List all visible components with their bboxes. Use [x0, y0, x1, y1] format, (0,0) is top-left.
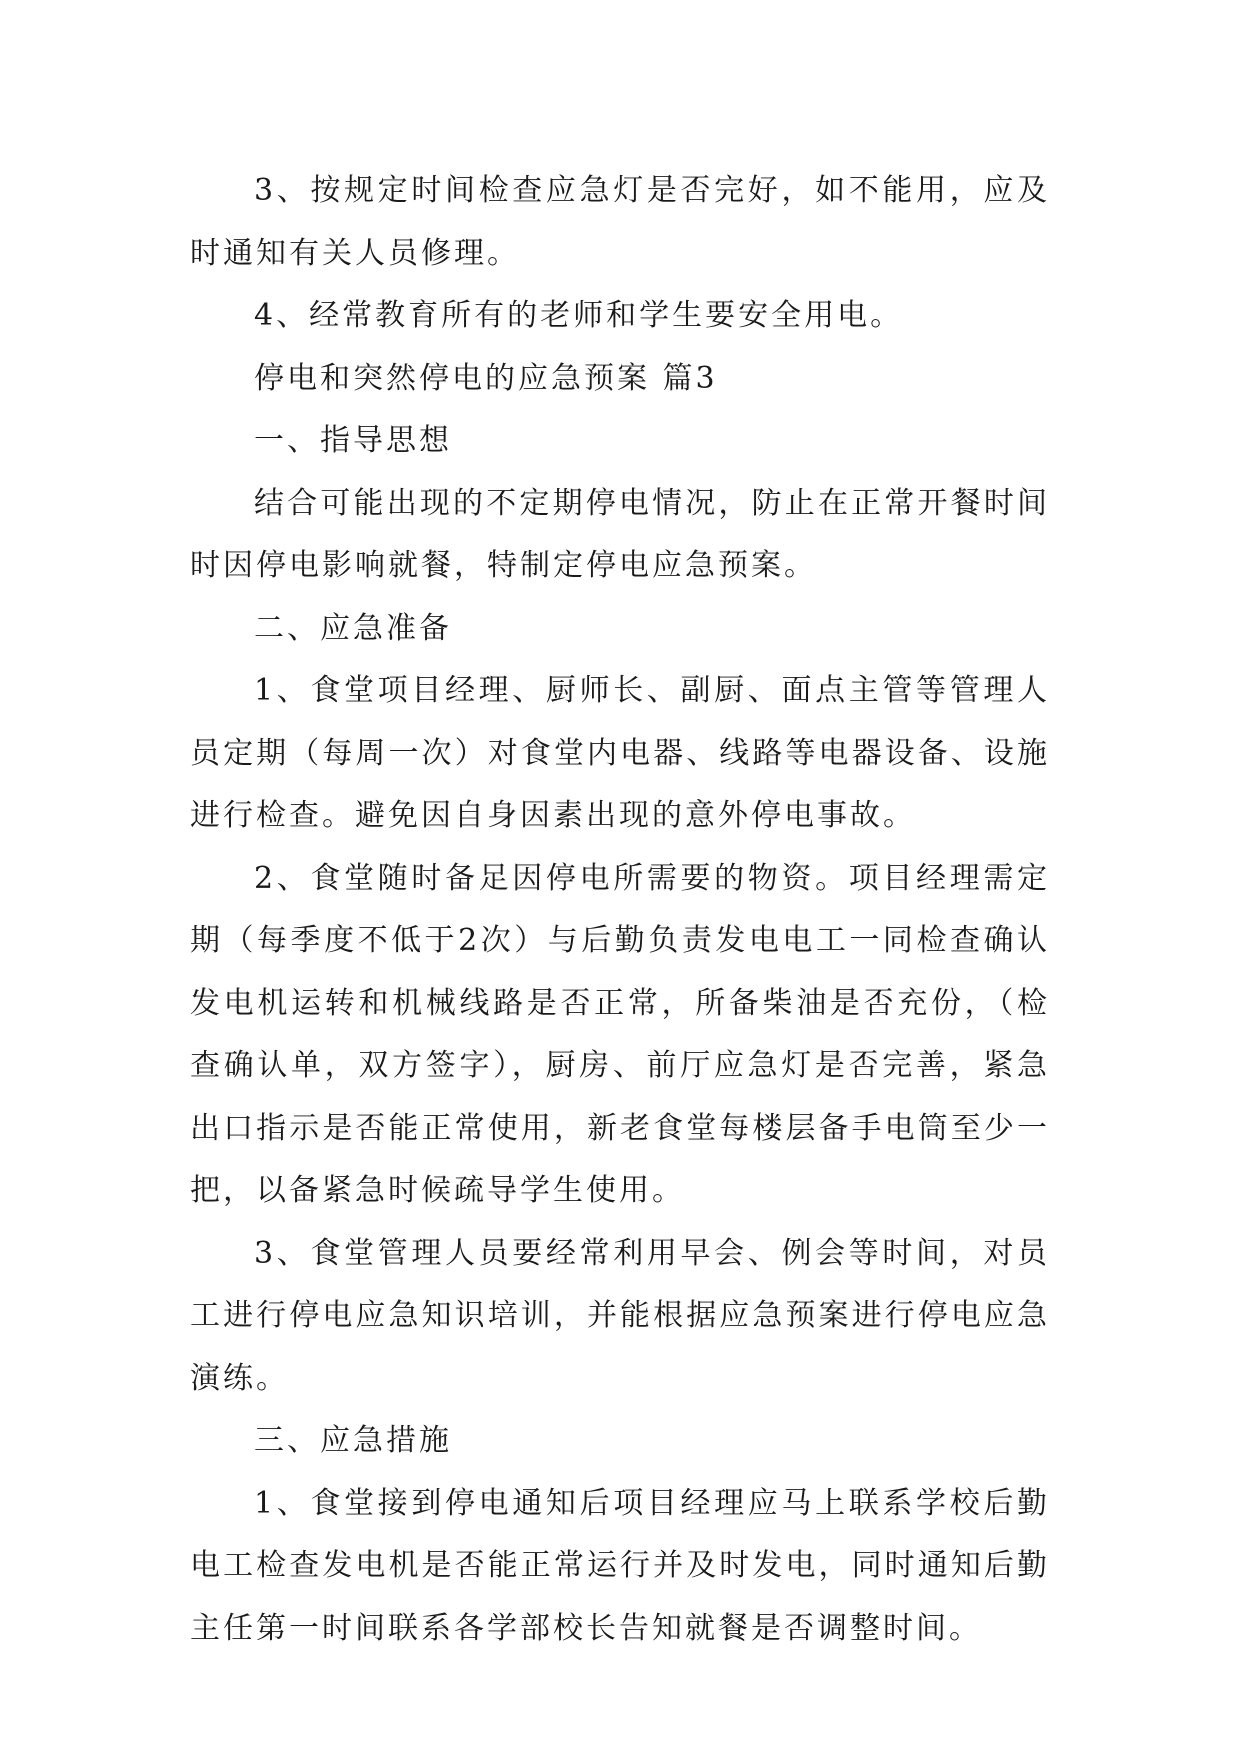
paragraph-guiding-principle: 结合可能出现的不定期停电情况，防止在正常开餐时间时因停电影响就餐，特制定停电应急预案。	[190, 485, 1050, 583]
paragraph-preparation-1: 1、食堂项目经理、厨师长、副厨、面点主管等管理人员定期（每周一次）对食堂内电器、线路等电器设备、设施进行检查。避免因自身因素出现的意外停电事故。	[190, 673, 1050, 833]
paragraph-safety-education: 4、经常教育所有的老师和学生要安全用电。	[254, 298, 904, 333]
paragraph-preparation-3: 3、食堂管理人员要经常利用早会、例会等时间，对员工进行停电应急知识培训，并能根据应急预案进行停电应急演练。	[190, 1235, 1050, 1396]
paragraph-measures-1: 1、食堂接到停电通知后项目经理应马上联系学校后勤电工检查发电机是否能正常运行并及时发电，同时通知后勤主任第一时间联系各学部校长告知就餐是否调整时间。	[190, 1485, 1050, 1646]
paragraph-emergency-light-check: 3、按规定时间检查应急灯是否完好，如不能用，应及时通知有关人员修理。	[190, 173, 1050, 271]
section-title-plan-3: 停电和突然停电的应急预案 篇3	[254, 360, 718, 396]
paragraph-preparation-2: 2、食堂随时备足因停电所需要的物资。项目经理需定期（每季度不低于2次）与后勤负责发电电工一同检查确认发电机运转和机械线路是否正常，所备柴油是否充份，（检查确认单，双方签字），厨房、前厅应急灯是否完善，紧急出口指示是否能正常使用，新老食堂每楼层备手电筒至少一把，以备紧急时候疏导学生使用。	[190, 860, 1050, 1208]
heading-guiding-principle: 一、指导思想	[254, 423, 452, 458]
document-body	[190, 160, 1050, 1660]
heading-emergency-measures: 三、应急措施	[254, 1423, 452, 1458]
heading-emergency-preparation: 二、应急准备	[254, 610, 452, 646]
